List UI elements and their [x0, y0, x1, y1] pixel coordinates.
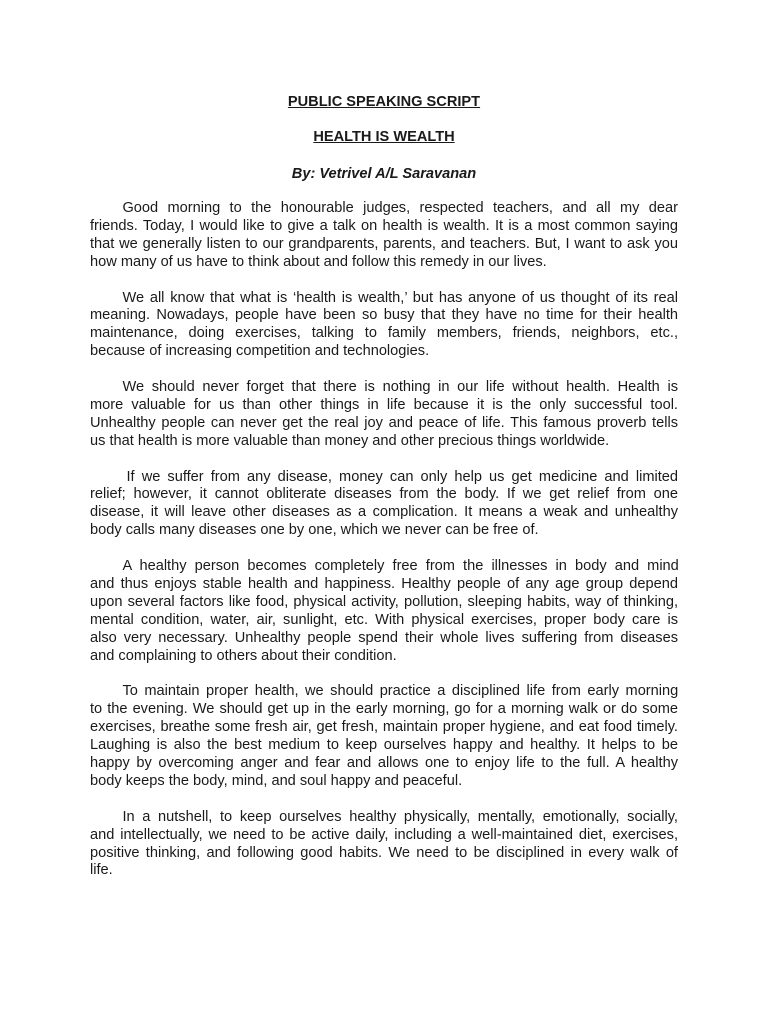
paragraph-line: maintenance, doing exercises, talking to family members, friends, neighbors, etc., — [90, 325, 678, 342]
paragraph-line: upon several factors like food, physical activity, pollution, sleeping habits, way of thinking, — [90, 593, 678, 610]
paragraph-line: If we suffer from any disease, money can only help us get medicine and limited — [126, 468, 679, 485]
document-author: By: Vetrivel A/L Saravanan — [291, 166, 477, 182]
paragraph-line: how many of us have to think about and follow this remedy in our lives. — [90, 253, 547, 270]
paragraph-line: friends. Today, I would like to give a talk on health is wealth. It is a most common saying — [90, 217, 678, 234]
paragraph-line: and thus enjoys stable health and happiness. Healthy people of any age group depend — [90, 575, 678, 592]
paragraph-line: life. — [90, 862, 113, 879]
paragraph-line: positive thinking, and following good habits. We need to be disciplined in every walk of — [90, 844, 678, 861]
paragraph-line: us that health is more valuable than money and other precious things worldwide. — [90, 432, 610, 449]
paragraph-line: more valuable for us than other things in life because it is the only successful tool. — [90, 396, 678, 413]
paragraph-line: that we generally listen to our grandparents, parents, and teachers. But, I want to ask you — [90, 235, 678, 252]
paragraph-line: We should never forget that there is nothing in our life without health. Health is — [122, 379, 678, 396]
paragraph-line: A healthy person becomes completely free from the illnesses in body and mind — [122, 558, 679, 575]
paragraph-line: disease, it will leave other diseases as a complication. It means a weak and unhealthy — [90, 504, 678, 521]
body-paragraph — [90, 558, 678, 665]
paragraph-line: also very necessary. Unhealthy people spend their whole lives suffering from diseases — [90, 629, 678, 646]
paragraph-line: Good morning to the honourable judges, respected teachers, and all my dear — [122, 200, 678, 216]
paragraph-line: mental condition, water, air, sunlight, etc. With physical exercises, proper body care is — [90, 611, 678, 628]
body-paragraph — [90, 809, 678, 881]
paragraph-line: happy by overcoming anger and fear and allows one to enjoy life to the full. A healthy — [90, 755, 678, 772]
paragraph-line: and complaining to others about their condition. — [90, 647, 397, 664]
paragraph-line: meaning. Nowadays, people have been so busy that they have no time for their health — [90, 307, 678, 324]
paragraph-line: and intellectually, we need to be active daily, including a well-maintained diet, exercises, — [90, 826, 678, 843]
body-paragraph — [90, 469, 678, 541]
body-paragraph — [90, 200, 678, 272]
paragraph-line: exercises, breathe some fresh air, get fresh, maintain proper hygiene, and eat food timely. — [90, 719, 678, 736]
body-paragraph — [90, 290, 678, 362]
document-body — [90, 200, 678, 898]
body-paragraph — [90, 683, 678, 790]
document-title: PUBLIC SPEAKING SCRIPT — [287, 94, 481, 110]
paragraph-line: to the evening. We should get up in the early morning, go for a morning walk or do some — [90, 701, 678, 718]
paragraph-line: Laughing is also the best medium to keep ourselves happy and healthy. It helps to be — [90, 737, 678, 754]
paragraph-line: body keeps the body, mind, and soul happy and peaceful. — [90, 772, 463, 789]
paragraph-line: In a nutshell, to keep ourselves healthy physically, mentally, emotionally, socially, — [122, 808, 678, 825]
paragraph-line: Unhealthy people can never get the real joy and peace of life. This famous proverb tells — [90, 414, 678, 431]
paragraph-line: body calls many diseases one by one, which we never can be free of. — [90, 522, 539, 539]
paragraph-line: relief; however, it cannot obliterate diseases from the body. If we get relief from one — [90, 486, 678, 503]
document-subtitle: HEALTH IS WEALTH — [313, 129, 455, 145]
paragraph-line: To maintain proper health, we should practice a disciplined life from early morning — [122, 683, 679, 700]
paragraph-line: We all know that what is ‘health is wealth,’ but has anyone of us thought of its real — [122, 289, 678, 306]
paragraph-line: because of increasing competition and technologies. — [90, 343, 430, 360]
body-paragraph — [90, 379, 678, 451]
